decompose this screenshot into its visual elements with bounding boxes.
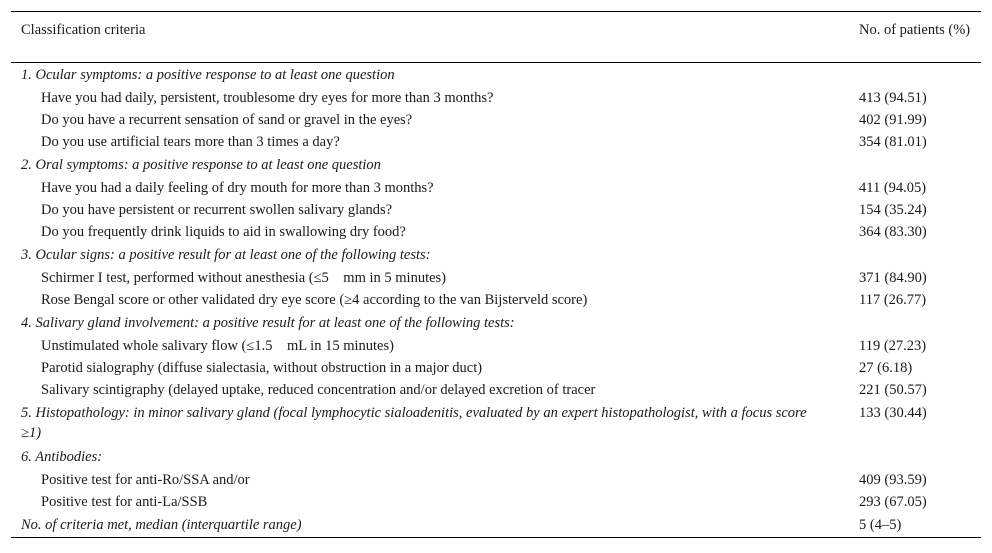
summary-value: 5 (4–5)	[859, 517, 902, 533]
table-row	[11, 109, 981, 131]
section-row	[11, 243, 981, 267]
criterion-label: Do you frequently drink liquids to aid in swallowing dry food?	[41, 224, 406, 240]
header-criteria: Classification criteria	[21, 22, 146, 38]
table-row	[11, 199, 981, 221]
section-title: 6. Antibodies:	[21, 449, 103, 465]
criterion-label: Do you have a recurrent sensation of sand or gravel in the eyes?	[41, 112, 413, 128]
table-row	[11, 357, 981, 379]
section-row	[11, 311, 981, 335]
section-title: 1. Ocular symptoms: a positive response to at least one question	[21, 67, 395, 83]
section-title: 3. Ocular signs: a positive result for at least one of the following tests:	[21, 247, 431, 263]
patient-count: 27 (6.18)	[859, 360, 913, 376]
table-row	[11, 379, 981, 401]
table-row	[11, 131, 981, 153]
criterion-label: Parotid sialography (diffuse sialectasia, without obstruction in a major duct)	[41, 360, 483, 376]
table-row	[11, 267, 981, 289]
table-row	[11, 491, 981, 513]
criterion-label: Positive test for anti-Ro/SSA and/or	[41, 472, 250, 488]
section-title: 4. Salivary gland involvement: a positive result for at least one of the following tests:	[21, 315, 515, 331]
patient-count: 154 (35.24)	[859, 202, 927, 218]
section-title: 5. Histopathology: in minor salivary gland (focal lymphocytic sialoadenitis, evaluated by an expert histopathologist, with a focus score ≥1)	[21, 405, 807, 441]
table-row	[11, 221, 981, 243]
criterion-label: Schirmer I test, performed without anesthesia (≤5 mm in 5 minutes)	[41, 270, 447, 286]
patient-count: 117 (26.77)	[859, 292, 927, 308]
patient-count: 119 (27.23)	[859, 338, 927, 354]
criterion-label: Salivary scintigraphy (delayed uptake, reduced concentration and/or delayed excretion of tracer	[41, 382, 596, 398]
criterion-label: Do you use artificial tears more than 3 times a day?	[41, 134, 340, 150]
table-row	[11, 469, 981, 491]
table-header	[11, 12, 981, 63]
patient-count: 354 (81.01)	[859, 134, 927, 150]
table-row	[11, 177, 981, 199]
header-patients: No. of patients (%)	[859, 22, 971, 38]
classification-criteria-table	[11, 11, 981, 538]
patient-count: 133 (30.44)	[859, 405, 927, 421]
criterion-label: Positive test for anti-La/SSB	[41, 494, 208, 510]
patient-count: 402 (91.99)	[859, 112, 927, 128]
section-row	[11, 401, 981, 445]
patient-count: 221 (50.57)	[859, 382, 927, 398]
patient-count: 409 (93.59)	[859, 472, 927, 488]
patient-count: 371 (84.90)	[859, 270, 927, 286]
section-title: 2. Oral symptoms: a positive response to at least one question	[21, 157, 381, 173]
section-row	[11, 445, 981, 469]
patient-count: 293 (67.05)	[859, 494, 927, 510]
summary-label: No. of criteria met, median (interquartile range)	[21, 517, 302, 533]
patient-count: 413 (94.51)	[859, 90, 927, 106]
criterion-label: Have you had daily, persistent, troublesome dry eyes for more than 3 months?	[41, 90, 494, 106]
patient-count: 364 (83.30)	[859, 224, 927, 240]
criterion-label: Unstimulated whole salivary flow (≤1.5 mL in 15 minutes)	[41, 338, 394, 354]
table-row	[11, 289, 981, 311]
criterion-label: Have you had a daily feeling of dry mouth for more than 3 months?	[41, 180, 434, 196]
section-row	[11, 153, 981, 177]
patient-count: 411 (94.05)	[859, 180, 927, 196]
section-row	[11, 63, 981, 87]
summary-row	[11, 513, 981, 537]
table-row	[11, 335, 981, 357]
table-row	[11, 87, 981, 109]
criterion-label: Rose Bengal score or other validated dry eye score (≥4 according to the van Bijsterveld score)	[41, 292, 588, 308]
criterion-label: Do you have persistent or recurrent swollen salivary glands?	[41, 202, 393, 218]
